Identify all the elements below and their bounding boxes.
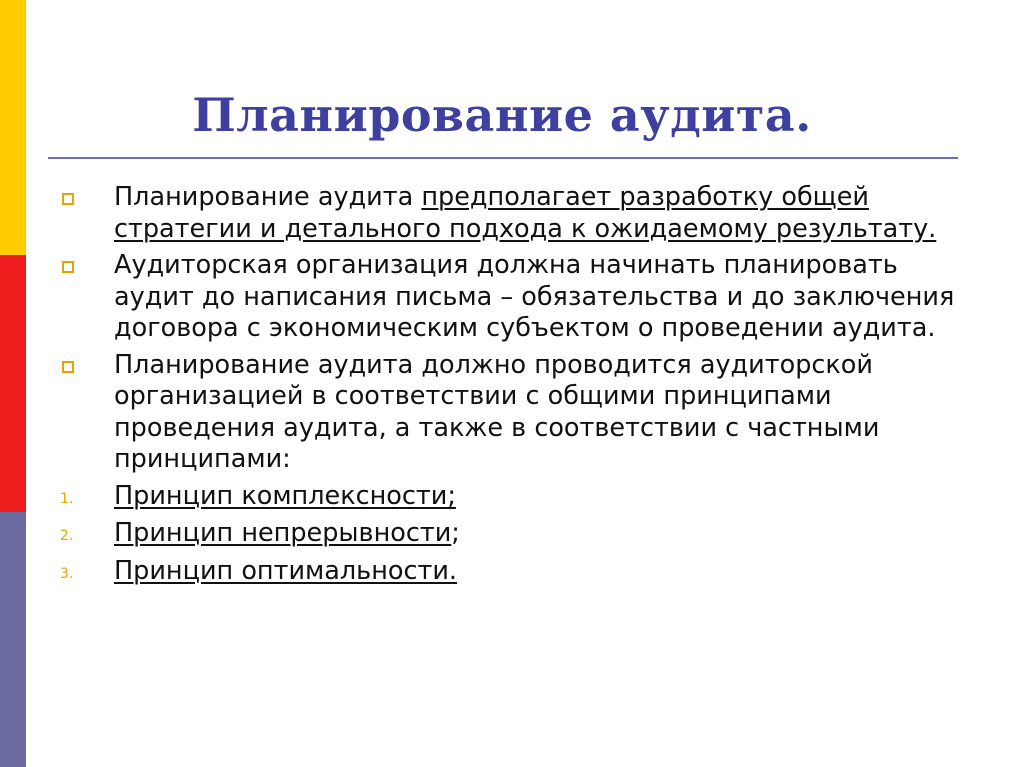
bullet-text: Аудиторская организация должна начинать планировать аудит до написания письма – обязательства и до заключения договора с экономическим субъектом о проведении аудита.: [114, 250, 955, 343]
item-number: 3.: [60, 565, 74, 582]
square-bullet-icon: [62, 261, 74, 273]
square-bullet-icon: [62, 193, 74, 205]
side-bar-yellow: [0, 0, 26, 255]
item-number: 1.: [60, 490, 74, 507]
slide-title: Планирование аудита.: [192, 88, 812, 142]
slide-content: [60, 182, 960, 593]
bullet-text: Планирование аудита должно проводится аудиторской организацией в соответствии с общими принципами проведения аудита, а также в соответствии с частными принципами:: [114, 349, 880, 474]
numbered-item: [60, 518, 960, 550]
side-bar-red: [0, 255, 26, 512]
numbered-item-text: Принцип оптимальности.: [114, 555, 458, 586]
numbered-item: [60, 556, 960, 588]
bullet-underlined-text: предполагает разработку общей стратегии и детального подхода к ожидаемому результату.: [114, 182, 937, 244]
numbered-item-tail: ;: [451, 518, 460, 548]
bullet-item: [60, 182, 960, 245]
bullet-text: Планирование аудита: [114, 182, 422, 212]
numbered-item: [60, 481, 960, 513]
side-bar-blue: [0, 512, 26, 767]
item-number: 2.: [60, 528, 74, 544]
numbered-item-text: Принцип комплексности;: [114, 480, 456, 511]
square-bullet-icon: [62, 361, 74, 373]
title-divider: [48, 157, 958, 159]
bullet-item: [60, 350, 960, 476]
numbered-item-text: Принцип непрерывности: [114, 518, 452, 548]
bullet-item: [60, 250, 960, 345]
